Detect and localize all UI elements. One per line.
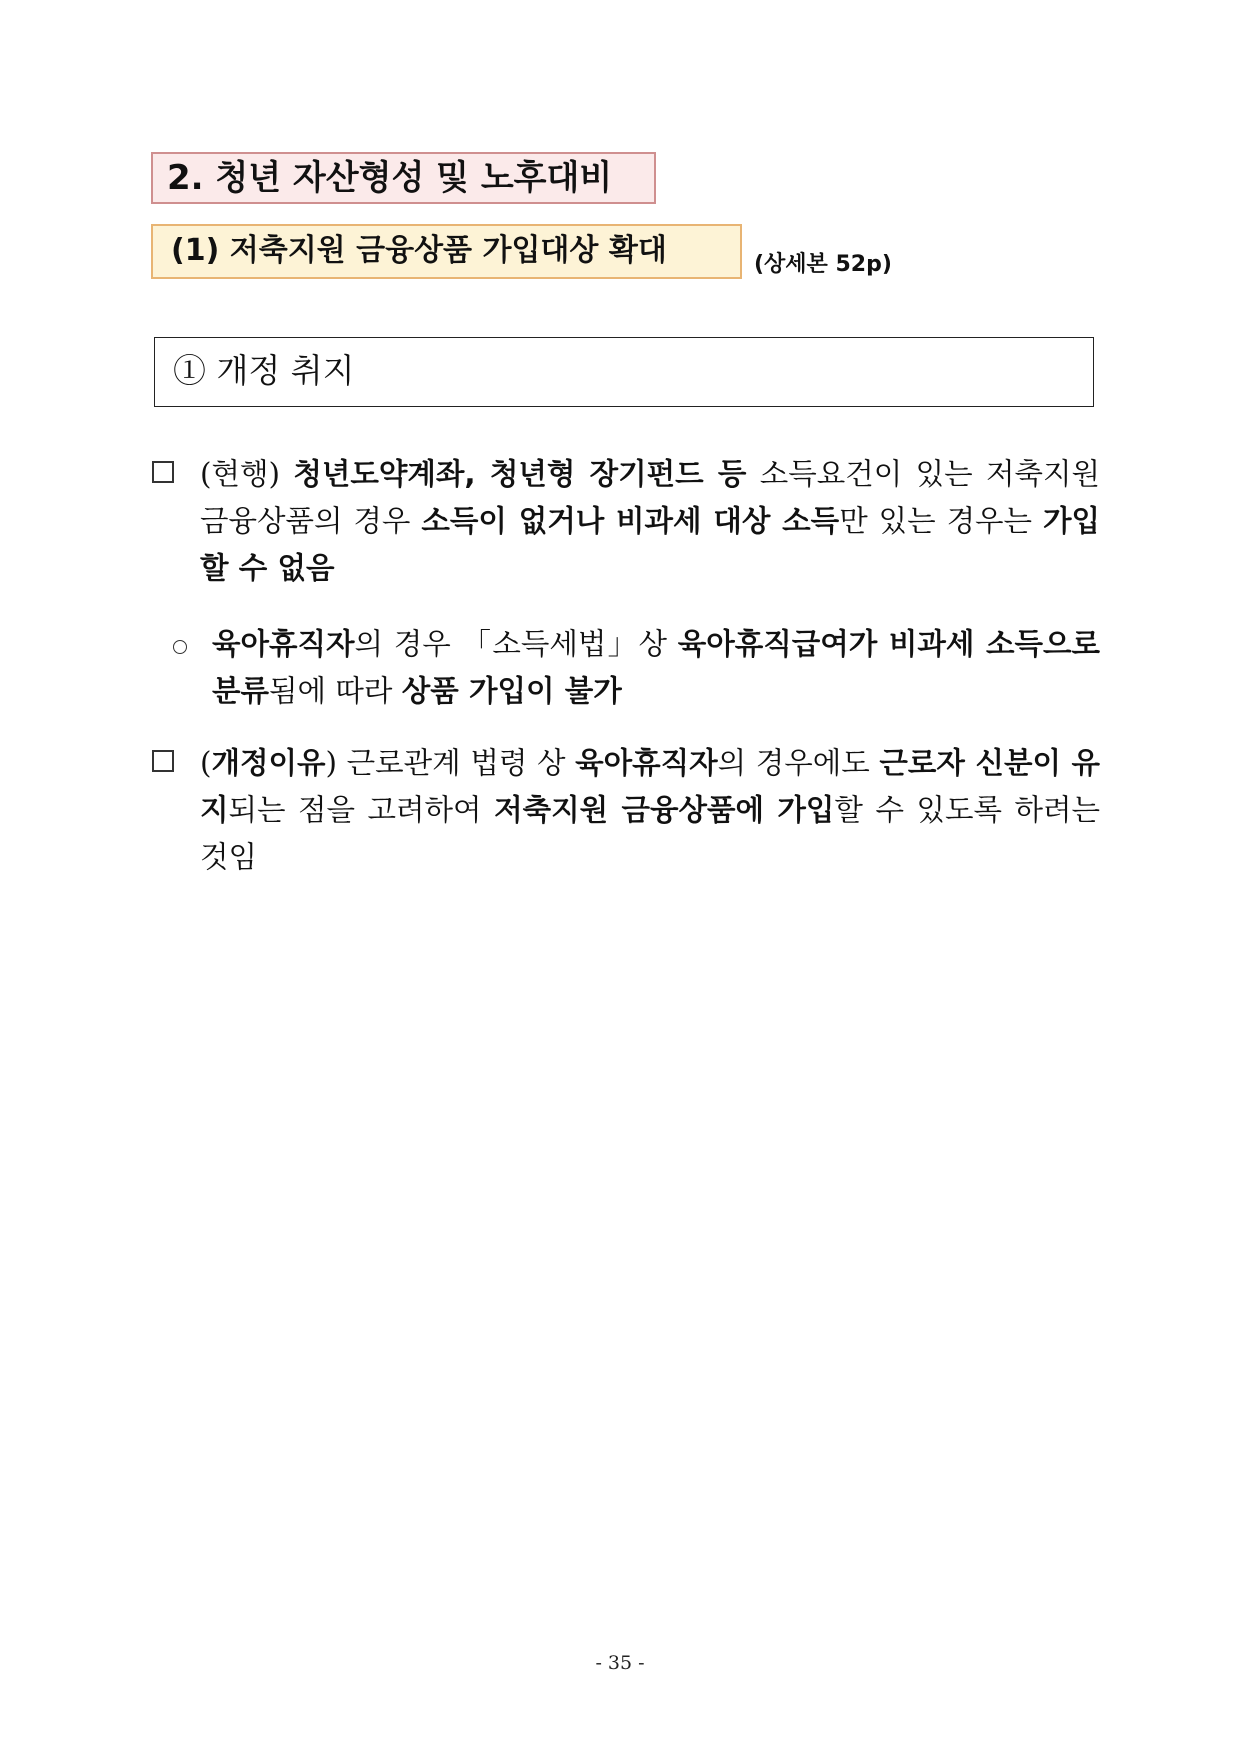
purpose-heading-box (154, 337, 1094, 407)
bold-text-segment: 소득이 없거나 비과세 대상 소득 (421, 504, 840, 538)
purpose-heading-label: ① 개정 취지 (173, 351, 355, 390)
bold-text-segment: 상품 가입이 불가 (401, 674, 622, 708)
bold-text-segment: 근로자 신분이 유지 (200, 746, 1100, 827)
circle-bullet-icon (173, 640, 187, 654)
current-rule-paragraph (200, 451, 1100, 592)
section-title: 2. 청년 자산형성 및 노후대비 (151, 152, 656, 204)
text-segment: 의 경우에도 (717, 746, 880, 780)
bold-text-segment: 저축지원 금융상품에 가입 (494, 793, 835, 827)
text-segment: (현행) (200, 457, 294, 491)
text-segment: 만 있는 경우는 (839, 504, 1043, 538)
text-segment: 소득요건이 있는 저축지원 금융상품의 경우 (200, 457, 1100, 538)
subsection-title: (1) 저축지원 금융상품 가입대상 확대 (151, 224, 742, 279)
square-bullet-icon (152, 461, 174, 483)
page-number: - 35 - (595, 1652, 645, 1674)
square-bullet-icon (152, 750, 174, 772)
text-segment: 되는 점을 고려하여 (228, 793, 495, 827)
text-segment: 의 경우 「소득세법」상 (354, 627, 678, 661)
bold-text-segment: 가입할 수 없음 (200, 504, 1100, 585)
bold-text-segment: 육아휴직자 (212, 627, 355, 661)
reason-paragraph (200, 740, 1100, 881)
detail-reference: (상세본 52p) (754, 252, 892, 277)
bold-text-segment: 개정이유 (211, 746, 326, 780)
bold-text-segment: 육아휴직급여가 비과세 소득으로 분류 (212, 627, 1101, 708)
text-segment: ) 근로관계 법령 상 (325, 746, 576, 780)
bold-text-segment: 육아휴직자 (575, 746, 718, 780)
text-segment: 할 수 있도록 하려는 것임 (200, 793, 1101, 874)
parental-leave-paragraph (212, 621, 1100, 715)
bold-text-segment: 청년도약계좌, 청년형 장기펀드 등 (293, 457, 747, 491)
text-segment: ( (200, 746, 212, 780)
text-segment: 됨에 따라 (269, 674, 402, 708)
